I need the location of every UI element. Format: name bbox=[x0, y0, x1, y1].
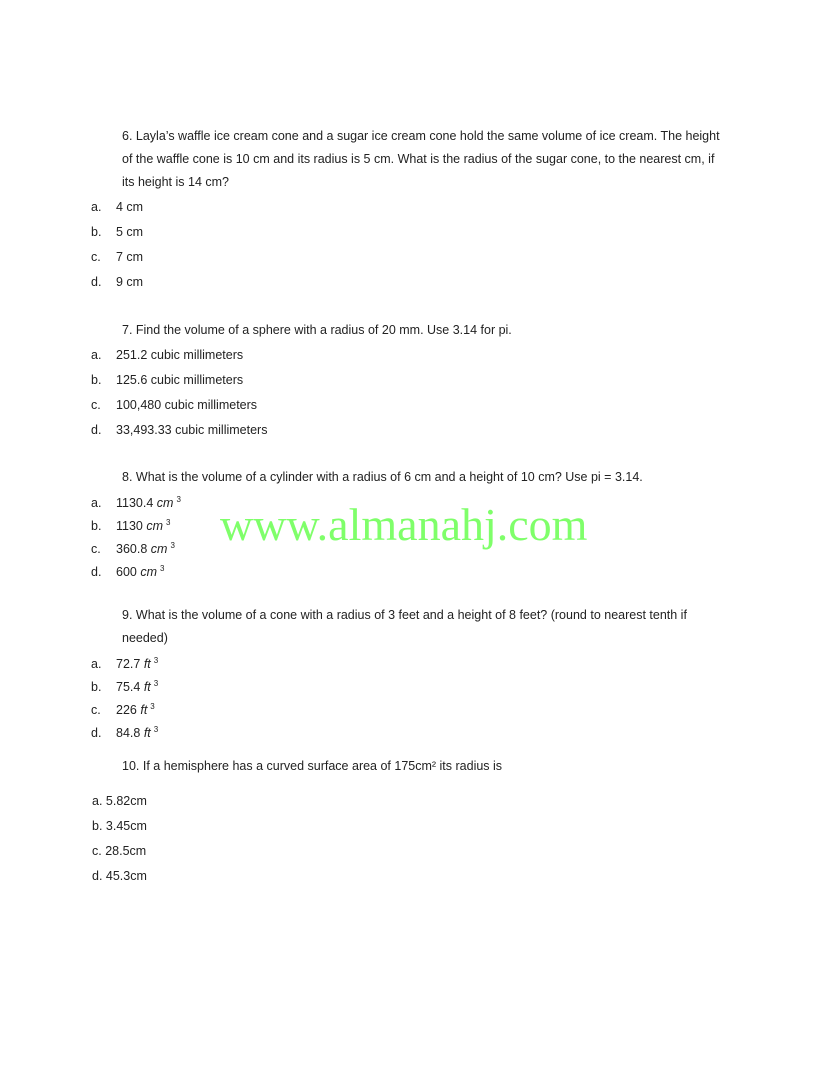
option-value: 72.7 bbox=[116, 657, 141, 671]
option-value: 226 bbox=[116, 703, 137, 717]
option-value: 75.4 bbox=[116, 680, 141, 694]
option-letter: c. bbox=[91, 703, 101, 717]
q10-option-a: a. 5.82cm bbox=[92, 794, 147, 808]
q8-option-b bbox=[91, 514, 171, 535]
option-letter: d. bbox=[91, 423, 102, 437]
option-value: 84.8 bbox=[116, 726, 141, 740]
option-text: 125.6 cubic millimeters bbox=[116, 373, 244, 387]
q8-option-c bbox=[91, 537, 175, 558]
option-exponent: 3 bbox=[150, 702, 155, 711]
option-unit: cm bbox=[140, 565, 158, 579]
question-10: 10. If a hemisphere has a curved surface area of 175cm² its radius is bbox=[122, 759, 503, 773]
option-text: 100,480 cubic millimeters bbox=[116, 398, 258, 412]
option-letter: d. bbox=[91, 275, 102, 289]
q6-option-c bbox=[91, 248, 143, 266]
option-letter: a. bbox=[91, 496, 102, 510]
q9-option-b bbox=[91, 675, 158, 696]
option-exponent: 3 bbox=[166, 518, 171, 527]
option-text: 4 cm bbox=[116, 200, 144, 214]
q8-option-a bbox=[91, 491, 181, 512]
q7-option-c bbox=[91, 396, 257, 414]
option-letter: c. bbox=[91, 398, 101, 412]
option-unit: cm bbox=[146, 519, 164, 533]
option-unit: ft bbox=[143, 726, 151, 740]
option-exponent: 3 bbox=[170, 541, 175, 550]
question-6-line-2: of the waffle cone is 10 cm and its radius is 5 cm. What is the radius of the sugar cone, to the nearest cm, if bbox=[122, 152, 715, 166]
option-exponent: 3 bbox=[153, 656, 159, 665]
q8-option-d bbox=[91, 560, 164, 581]
question-6-line-1: 6. Layla’s waffle ice cream cone and a sugar ice cream cone hold the same volume of ice cream. The height bbox=[122, 129, 720, 143]
q6-option-b bbox=[91, 223, 143, 241]
q6-option-a bbox=[91, 198, 143, 216]
option-text: 9 cm bbox=[116, 275, 144, 289]
option-exponent: 3 bbox=[160, 564, 165, 573]
option-exponent: 3 bbox=[153, 679, 159, 688]
option-unit: ft bbox=[143, 680, 151, 694]
option-value: 1130.4 bbox=[116, 496, 154, 510]
option-unit: ft bbox=[140, 703, 148, 717]
option-value: 360.8 bbox=[116, 542, 148, 556]
q9-option-c bbox=[91, 698, 155, 719]
q9-option-d bbox=[91, 721, 158, 742]
option-letter: c. bbox=[91, 250, 101, 264]
option-unit: cm bbox=[150, 542, 168, 556]
option-letter: a. bbox=[91, 200, 102, 214]
option-letter: b. bbox=[91, 225, 102, 239]
option-value: 600 bbox=[116, 565, 137, 579]
q7-option-a bbox=[91, 346, 243, 364]
q10-option-b: b. 3.45cm bbox=[92, 819, 147, 833]
option-unit: ft bbox=[143, 657, 151, 671]
q10-option-c: c. 28.5cm bbox=[92, 844, 147, 858]
question-7: 7. Find the volume of a sphere with a radius of 20 mm. Use 3.14 for pi. bbox=[122, 323, 512, 337]
option-letter: a. bbox=[91, 348, 102, 362]
option-letter: d. bbox=[91, 726, 102, 740]
q6-option-d bbox=[91, 273, 143, 291]
q9-option-a bbox=[91, 652, 158, 673]
option-letter: b. bbox=[91, 519, 102, 533]
option-letter: a. bbox=[91, 657, 102, 671]
option-unit: cm bbox=[156, 496, 174, 510]
option-text: 251.2 cubic millimeters bbox=[116, 348, 244, 362]
option-text: 33,493.33 cubic millimeters bbox=[116, 423, 268, 437]
question-6-line-3: its height is 14 cm? bbox=[122, 175, 229, 189]
q7-option-b bbox=[91, 371, 243, 389]
option-letter: b. bbox=[91, 373, 102, 387]
question-8: 8. What is the volume of a cylinder with a radius of 6 cm and a height of 10 cm? Use pi = 3.14. bbox=[122, 470, 643, 484]
option-letter: c. bbox=[91, 542, 101, 556]
question-9-line-1: 9. What is the volume of a cone with a radius of 3 feet and a height of 8 feet? (round to nearest tenth if bbox=[122, 608, 687, 622]
option-letter: b. bbox=[91, 680, 102, 694]
question-9-line-2: needed) bbox=[122, 631, 168, 645]
option-text: 5 cm bbox=[116, 225, 144, 239]
option-exponent: 3 bbox=[153, 725, 159, 734]
option-text: 7 cm bbox=[116, 250, 144, 264]
q7-option-d bbox=[91, 421, 267, 439]
option-exponent: 3 bbox=[176, 495, 181, 504]
q10-option-d: d. 45.3cm bbox=[92, 869, 147, 883]
option-letter: d. bbox=[91, 565, 102, 579]
option-value: 1130 bbox=[116, 519, 143, 533]
watermark-text: www.almanahj.com bbox=[220, 499, 588, 550]
